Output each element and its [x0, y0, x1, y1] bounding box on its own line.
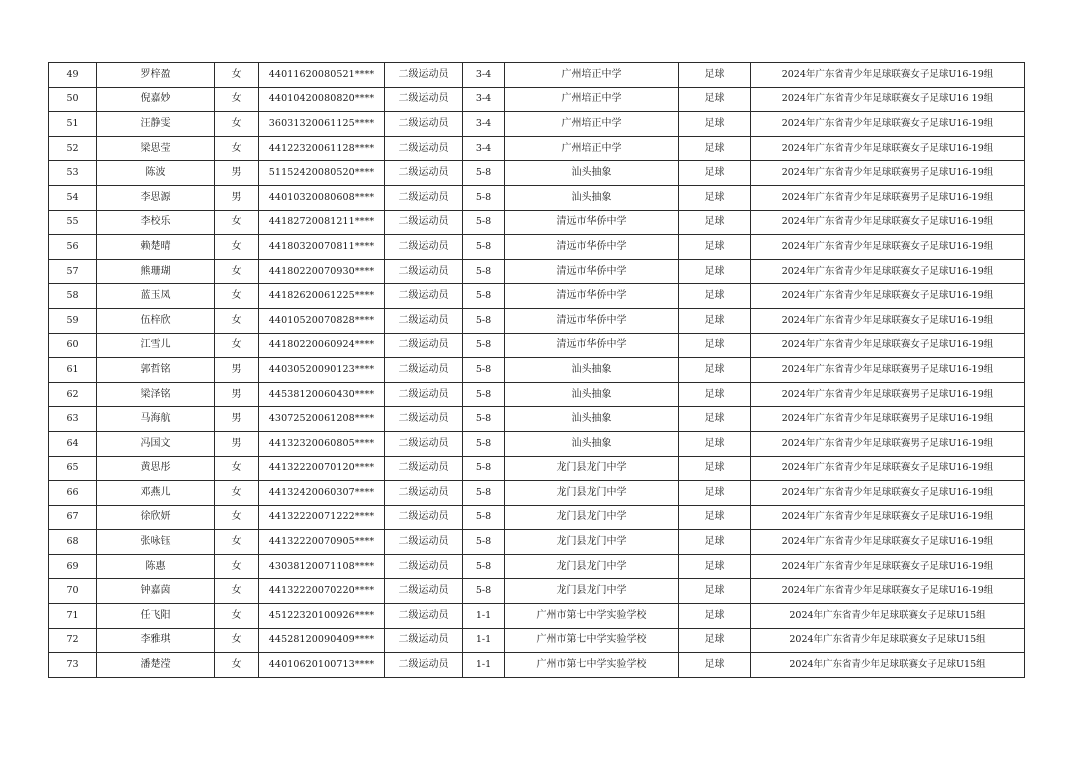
cell-gender: 女 — [215, 653, 259, 678]
cell-ranking: 5-8 — [463, 579, 505, 604]
table-row — [49, 136, 1025, 161]
cell-athlete-level: 二级运动员 — [385, 579, 463, 604]
cell-unit: 清远市华侨中学 — [505, 308, 679, 333]
cell-unit: 龙门县龙门中学 — [505, 456, 679, 481]
athlete-table — [48, 62, 1025, 678]
table-row — [49, 431, 1025, 456]
cell-sport: 足球 — [679, 308, 751, 333]
cell-number: 61 — [49, 358, 97, 383]
cell-name: 蓝玉凤 — [97, 284, 215, 309]
cell-ranking: 5-8 — [463, 333, 505, 358]
cell-athlete-level: 二级运动员 — [385, 382, 463, 407]
cell-gender: 女 — [215, 112, 259, 137]
cell-name: 倪嘉妙 — [97, 87, 215, 112]
cell-competition: 2024年广东省青少年足球联赛男子足球U16-19组 — [751, 358, 1025, 383]
cell-unit: 汕头抽象 — [505, 161, 679, 186]
cell-name: 陈惠 — [97, 554, 215, 579]
cell-sport: 足球 — [679, 382, 751, 407]
cell-ranking: 5-8 — [463, 456, 505, 481]
cell-athlete-level: 二级运动员 — [385, 235, 463, 260]
cell-athlete-level: 二级运动员 — [385, 161, 463, 186]
cell-id-number: 44010520070828**** — [259, 308, 385, 333]
cell-id-number: 44180320070811**** — [259, 235, 385, 260]
cell-name: 伍梓欣 — [97, 308, 215, 333]
cell-competition: 2024年广东省青少年足球联赛男子足球U16-19组 — [751, 185, 1025, 210]
cell-name: 梁思莹 — [97, 136, 215, 161]
table-row — [49, 505, 1025, 530]
cell-sport: 足球 — [679, 210, 751, 235]
cell-gender: 男 — [215, 185, 259, 210]
cell-athlete-level: 二级运动员 — [385, 604, 463, 629]
cell-number: 64 — [49, 431, 97, 456]
cell-name: 马海航 — [97, 407, 215, 432]
cell-unit: 龙门县龙门中学 — [505, 481, 679, 506]
cell-gender: 男 — [215, 161, 259, 186]
cell-gender: 男 — [215, 407, 259, 432]
cell-sport: 足球 — [679, 456, 751, 481]
cell-sport: 足球 — [679, 604, 751, 629]
cell-sport: 足球 — [679, 333, 751, 358]
cell-athlete-level: 二级运动员 — [385, 653, 463, 678]
cell-name: 潘楚滢 — [97, 653, 215, 678]
cell-name: 梁泽铭 — [97, 382, 215, 407]
cell-name: 冯国文 — [97, 431, 215, 456]
cell-athlete-level: 二级运动员 — [385, 136, 463, 161]
table-row — [49, 530, 1025, 555]
cell-ranking: 5-8 — [463, 407, 505, 432]
table-row — [49, 112, 1025, 137]
cell-athlete-level: 二级运动员 — [385, 456, 463, 481]
athlete-list-sheet — [48, 62, 1024, 678]
cell-sport: 足球 — [679, 235, 751, 260]
table-row — [49, 63, 1025, 88]
cell-gender: 女 — [215, 284, 259, 309]
cell-athlete-level: 二级运动员 — [385, 259, 463, 284]
cell-number: 68 — [49, 530, 97, 555]
table-row — [49, 284, 1025, 309]
cell-competition: 2024年广东省青少年足球联赛男子足球U16-19组 — [751, 431, 1025, 456]
cell-id-number: 44132220070905**** — [259, 530, 385, 555]
cell-id-number: 44132220070220**** — [259, 579, 385, 604]
cell-ranking: 5-8 — [463, 284, 505, 309]
cell-name: 李雅琪 — [97, 628, 215, 653]
cell-name: 邓燕儿 — [97, 481, 215, 506]
cell-gender: 男 — [215, 358, 259, 383]
cell-athlete-level: 二级运动员 — [385, 333, 463, 358]
cell-number: 65 — [49, 456, 97, 481]
table-row — [49, 382, 1025, 407]
cell-gender: 女 — [215, 136, 259, 161]
cell-id-number: 44538120060430**** — [259, 382, 385, 407]
cell-gender: 女 — [215, 554, 259, 579]
cell-competition: 2024年广东省青少年足球联赛女子足球U16-19组 — [751, 136, 1025, 161]
cell-sport: 足球 — [679, 505, 751, 530]
cell-id-number: 36031320061125**** — [259, 112, 385, 137]
cell-id-number: 43038120071108**** — [259, 554, 385, 579]
cell-ranking: 3-4 — [463, 112, 505, 137]
cell-athlete-level: 二级运动员 — [385, 431, 463, 456]
cell-gender: 女 — [215, 530, 259, 555]
cell-athlete-level: 二级运动员 — [385, 210, 463, 235]
cell-competition: 2024年广东省青少年足球联赛女子足球U16-19组 — [751, 210, 1025, 235]
cell-id-number: 44132220070120**** — [259, 456, 385, 481]
cell-ranking: 5-8 — [463, 235, 505, 260]
cell-id-number: 44030520090123**** — [259, 358, 385, 383]
cell-competition: 2024年广东省青少年足球联赛女子足球U16-19组 — [751, 333, 1025, 358]
cell-gender: 女 — [215, 308, 259, 333]
cell-unit: 汕头抽象 — [505, 431, 679, 456]
cell-ranking: 5-8 — [463, 505, 505, 530]
cell-sport: 足球 — [679, 530, 751, 555]
cell-number: 70 — [49, 579, 97, 604]
table-row — [49, 604, 1025, 629]
cell-number: 58 — [49, 284, 97, 309]
cell-ranking: 5-8 — [463, 161, 505, 186]
cell-ranking: 1-1 — [463, 604, 505, 629]
cell-name: 罗梓盈 — [97, 63, 215, 88]
cell-sport: 足球 — [679, 481, 751, 506]
cell-number: 55 — [49, 210, 97, 235]
cell-id-number: 44010320080608**** — [259, 185, 385, 210]
table-row — [49, 554, 1025, 579]
cell-number: 49 — [49, 63, 97, 88]
cell-ranking: 3-4 — [463, 63, 505, 88]
cell-number: 71 — [49, 604, 97, 629]
cell-unit: 清远市华侨中学 — [505, 210, 679, 235]
cell-unit: 汕头抽象 — [505, 407, 679, 432]
cell-id-number: 44122320061128**** — [259, 136, 385, 161]
cell-number: 63 — [49, 407, 97, 432]
cell-competition: 2024年广东省青少年足球联赛男子足球U16-19组 — [751, 382, 1025, 407]
cell-number: 56 — [49, 235, 97, 260]
cell-gender: 男 — [215, 431, 259, 456]
cell-id-number: 44180220060924**** — [259, 333, 385, 358]
cell-athlete-level: 二级运动员 — [385, 530, 463, 555]
cell-competition: 2024年广东省青少年足球联赛女子足球U16-19组 — [751, 530, 1025, 555]
cell-athlete-level: 二级运动员 — [385, 554, 463, 579]
table-row — [49, 308, 1025, 333]
cell-gender: 女 — [215, 235, 259, 260]
cell-unit: 广州培正中学 — [505, 112, 679, 137]
cell-ranking: 5-8 — [463, 308, 505, 333]
cell-sport: 足球 — [679, 284, 751, 309]
cell-competition: 2024年广东省青少年足球联赛女子足球U16 19组 — [751, 87, 1025, 112]
cell-sport: 足球 — [679, 161, 751, 186]
table-row — [49, 653, 1025, 678]
cell-unit: 龙门县龙门中学 — [505, 505, 679, 530]
table-row — [49, 579, 1025, 604]
cell-competition: 2024年广东省青少年足球联赛女子足球U16-19组 — [751, 481, 1025, 506]
cell-unit: 龙门县龙门中学 — [505, 554, 679, 579]
cell-competition: 2024年广东省青少年足球联赛女子足球U16-19组 — [751, 456, 1025, 481]
cell-sport: 足球 — [679, 63, 751, 88]
cell-name: 江雪儿 — [97, 333, 215, 358]
cell-sport: 足球 — [679, 358, 751, 383]
cell-athlete-level: 二级运动员 — [385, 628, 463, 653]
cell-unit: 广州市第七中学实验学校 — [505, 653, 679, 678]
cell-name: 徐欣妍 — [97, 505, 215, 530]
cell-athlete-level: 二级运动员 — [385, 112, 463, 137]
cell-unit: 清远市华侨中学 — [505, 284, 679, 309]
cell-unit: 广州培正中学 — [505, 63, 679, 88]
cell-unit: 汕头抽象 — [505, 185, 679, 210]
cell-competition: 2024年广东省青少年足球联赛女子足球U16-19组 — [751, 554, 1025, 579]
cell-sport: 足球 — [679, 407, 751, 432]
cell-number: 53 — [49, 161, 97, 186]
table-row — [49, 210, 1025, 235]
cell-athlete-level: 二级运动员 — [385, 87, 463, 112]
cell-competition: 2024年广东省青少年足球联赛女子足球U16-19组 — [751, 259, 1025, 284]
cell-ranking: 5-8 — [463, 554, 505, 579]
cell-ranking: 1-1 — [463, 653, 505, 678]
cell-ranking: 1-1 — [463, 628, 505, 653]
cell-gender: 女 — [215, 481, 259, 506]
cell-sport: 足球 — [679, 579, 751, 604]
cell-id-number: 44180220070930**** — [259, 259, 385, 284]
cell-ranking: 3-4 — [463, 87, 505, 112]
cell-ranking: 5-8 — [463, 431, 505, 456]
cell-gender: 男 — [215, 382, 259, 407]
cell-athlete-level: 二级运动员 — [385, 505, 463, 530]
cell-competition: 2024年广东省青少年足球联赛女子足球U16-19组 — [751, 284, 1025, 309]
cell-id-number: 44182620061225**** — [259, 284, 385, 309]
cell-number: 62 — [49, 382, 97, 407]
cell-competition: 2024年广东省青少年足球联赛男子足球U16-19组 — [751, 407, 1025, 432]
cell-id-number: 44528120090409**** — [259, 628, 385, 653]
table-row — [49, 235, 1025, 260]
cell-gender: 女 — [215, 63, 259, 88]
cell-athlete-level: 二级运动员 — [385, 63, 463, 88]
cell-id-number: 43072520061208**** — [259, 407, 385, 432]
cell-number: 60 — [49, 333, 97, 358]
table-row — [49, 628, 1025, 653]
cell-athlete-level: 二级运动员 — [385, 407, 463, 432]
cell-sport: 足球 — [679, 185, 751, 210]
cell-ranking: 5-8 — [463, 210, 505, 235]
cell-name: 赖楚晴 — [97, 235, 215, 260]
table-row — [49, 358, 1025, 383]
cell-athlete-level: 二级运动员 — [385, 481, 463, 506]
cell-name: 陈波 — [97, 161, 215, 186]
cell-sport: 足球 — [679, 112, 751, 137]
cell-unit: 广州培正中学 — [505, 87, 679, 112]
cell-competition: 2024年广东省青少年足球联赛女子足球U16-19组 — [751, 579, 1025, 604]
cell-gender: 女 — [215, 456, 259, 481]
cell-sport: 足球 — [679, 259, 751, 284]
cell-name: 黄思彤 — [97, 456, 215, 481]
cell-id-number: 44132220071222**** — [259, 505, 385, 530]
cell-sport: 足球 — [679, 554, 751, 579]
cell-name: 汪静雯 — [97, 112, 215, 137]
cell-ranking: 5-8 — [463, 185, 505, 210]
cell-competition: 2024年广东省青少年足球联赛女子足球U15组 — [751, 628, 1025, 653]
cell-ranking: 5-8 — [463, 530, 505, 555]
cell-gender: 女 — [215, 333, 259, 358]
table-row — [49, 87, 1025, 112]
cell-competition: 2024年广东省青少年足球联赛女子足球U16-19组 — [751, 235, 1025, 260]
cell-sport: 足球 — [679, 136, 751, 161]
cell-name: 李思源 — [97, 185, 215, 210]
cell-number: 66 — [49, 481, 97, 506]
cell-id-number: 44011620080521**** — [259, 63, 385, 88]
cell-ranking: 5-8 — [463, 382, 505, 407]
cell-sport: 足球 — [679, 653, 751, 678]
cell-unit: 龙门县龙门中学 — [505, 579, 679, 604]
cell-number: 73 — [49, 653, 97, 678]
cell-name: 郭哲铭 — [97, 358, 215, 383]
cell-name: 钟嘉茵 — [97, 579, 215, 604]
cell-gender: 女 — [215, 579, 259, 604]
table-row — [49, 407, 1025, 432]
cell-number: 57 — [49, 259, 97, 284]
cell-ranking: 5-8 — [463, 358, 505, 383]
cell-gender: 女 — [215, 210, 259, 235]
cell-number: 52 — [49, 136, 97, 161]
cell-ranking: 5-8 — [463, 481, 505, 506]
cell-unit: 清远市华侨中学 — [505, 259, 679, 284]
cell-unit: 清远市华侨中学 — [505, 333, 679, 358]
cell-number: 67 — [49, 505, 97, 530]
table-row — [49, 481, 1025, 506]
cell-gender: 女 — [215, 628, 259, 653]
cell-number: 50 — [49, 87, 97, 112]
cell-unit: 广州市第七中学实验学校 — [505, 628, 679, 653]
cell-sport: 足球 — [679, 87, 751, 112]
cell-unit: 广州培正中学 — [505, 136, 679, 161]
table-row — [49, 333, 1025, 358]
cell-gender: 女 — [215, 87, 259, 112]
cell-gender: 女 — [215, 604, 259, 629]
cell-id-number: 45122320100926**** — [259, 604, 385, 629]
cell-name: 张咏钰 — [97, 530, 215, 555]
table-row — [49, 185, 1025, 210]
cell-unit: 龙门县龙门中学 — [505, 530, 679, 555]
table-row — [49, 259, 1025, 284]
cell-competition: 2024年广东省青少年足球联赛女子足球U15组 — [751, 653, 1025, 678]
cell-number: 72 — [49, 628, 97, 653]
cell-id-number: 44010620100713**** — [259, 653, 385, 678]
cell-number: 59 — [49, 308, 97, 333]
cell-athlete-level: 二级运动员 — [385, 284, 463, 309]
cell-competition: 2024年广东省青少年足球联赛男子足球U16-19组 — [751, 161, 1025, 186]
cell-id-number: 44132320060805**** — [259, 431, 385, 456]
table-row — [49, 161, 1025, 186]
cell-ranking: 3-4 — [463, 136, 505, 161]
cell-number: 54 — [49, 185, 97, 210]
cell-athlete-level: 二级运动员 — [385, 358, 463, 383]
cell-name: 熊珊瑚 — [97, 259, 215, 284]
cell-unit: 汕头抽象 — [505, 382, 679, 407]
cell-id-number: 44182720081211**** — [259, 210, 385, 235]
cell-competition: 2024年广东省青少年足球联赛女子足球U16-19组 — [751, 63, 1025, 88]
cell-id-number: 44010420080820**** — [259, 87, 385, 112]
cell-competition: 2024年广东省青少年足球联赛女子足球U16-19组 — [751, 308, 1025, 333]
athlete-table-body — [49, 63, 1025, 678]
cell-gender: 女 — [215, 505, 259, 530]
cell-name: 李校乐 — [97, 210, 215, 235]
cell-unit: 清远市华侨中学 — [505, 235, 679, 260]
cell-unit: 汕头抽象 — [505, 358, 679, 383]
cell-competition: 2024年广东省青少年足球联赛女子足球U15组 — [751, 604, 1025, 629]
cell-number: 51 — [49, 112, 97, 137]
cell-sport: 足球 — [679, 628, 751, 653]
cell-competition: 2024年广东省青少年足球联赛女子足球U16-19组 — [751, 112, 1025, 137]
cell-gender: 女 — [215, 259, 259, 284]
table-row — [49, 456, 1025, 481]
cell-unit: 广州市第七中学实验学校 — [505, 604, 679, 629]
cell-name: 任飞阳 — [97, 604, 215, 629]
cell-ranking: 5-8 — [463, 259, 505, 284]
cell-athlete-level: 二级运动员 — [385, 185, 463, 210]
cell-id-number: 51152420080520**** — [259, 161, 385, 186]
cell-competition: 2024年广东省青少年足球联赛女子足球U16-19组 — [751, 505, 1025, 530]
cell-athlete-level: 二级运动员 — [385, 308, 463, 333]
cell-id-number: 44132420060307**** — [259, 481, 385, 506]
cell-number: 69 — [49, 554, 97, 579]
cell-sport: 足球 — [679, 431, 751, 456]
